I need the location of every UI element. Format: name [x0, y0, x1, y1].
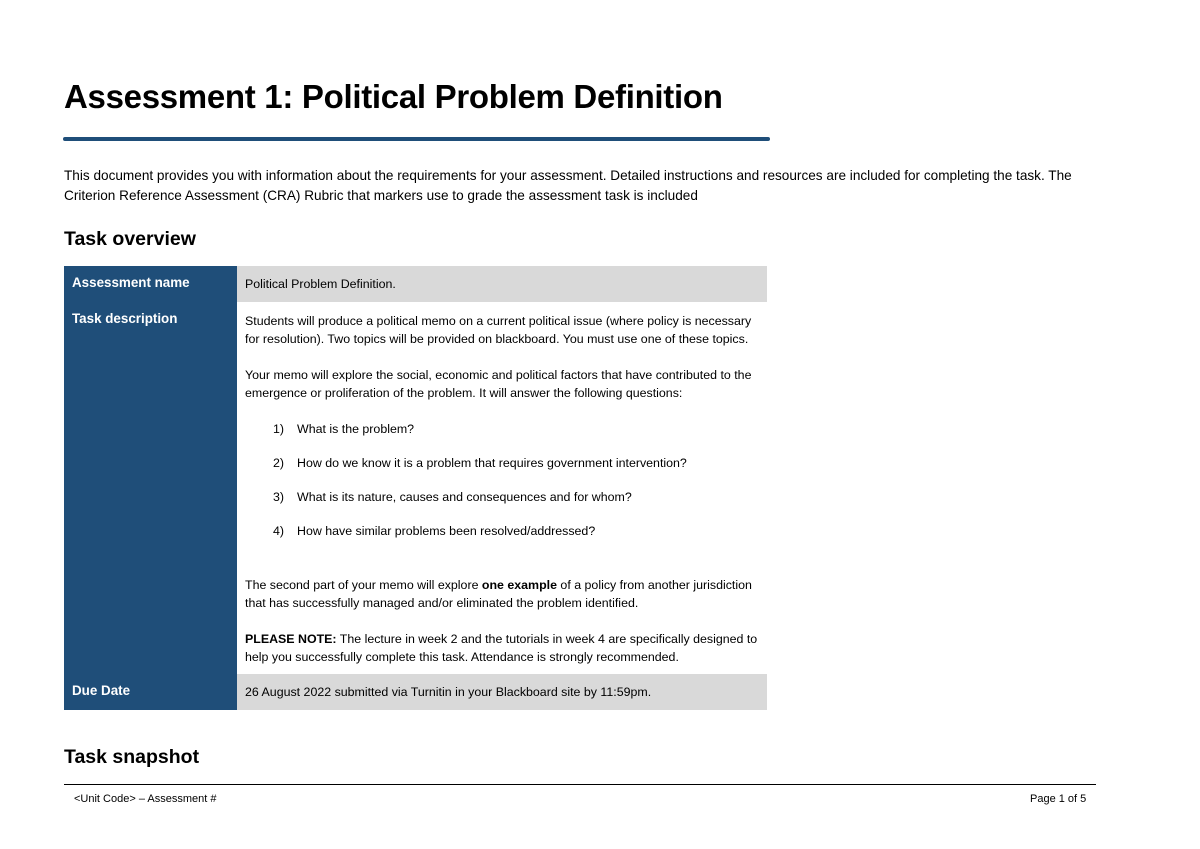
footer-unit-code: <Unit Code> – Assessment # [74, 793, 217, 805]
task-description-paragraph-2: Your memo will explore the social, economic and political factors that have contributed to the emergence or proliferation of the problem. It will answer the following questions: [245, 368, 752, 400]
footer-divider [64, 784, 1096, 785]
assessment-name-value: Political Problem Definition. [237, 266, 767, 302]
assessment-name-row [64, 266, 767, 302]
question-list [245, 420, 759, 540]
task-overview-heading: Task overview [64, 228, 196, 250]
list-item: 4) How have similar problems been resolved/addressed? [273, 524, 596, 538]
task-snapshot-heading: Task snapshot [64, 746, 200, 768]
task-description-value [237, 302, 767, 674]
task-description-row [64, 302, 767, 674]
task-description-paragraph-3: The second part of your memo will explore one example of a policy from another jurisdiction that has successfully managed and/or eliminated the problem identified. [245, 578, 752, 610]
title-underline [63, 137, 770, 141]
list-item: 3) What is its nature, causes and consequences and for whom? [273, 490, 632, 504]
assessment-name-label: Assessment name [64, 266, 237, 302]
task-description-paragraph-1: Students will produce a political memo on a current political issue (where policy is necessary for resolution). Two topics will be provided on blackboard. You must use one of these topics. [245, 314, 752, 346]
due-date-row [64, 674, 767, 710]
task-overview-table [64, 266, 767, 710]
list-item: 2) How do we know it is a problem that requires government intervention? [273, 456, 687, 470]
due-date-value: 26 August 2022 submitted via Turnitin in your Blackboard site by 11:59pm. [237, 674, 767, 710]
document-title: Assessment 1: Political Problem Definition [64, 78, 723, 115]
footer-page-number: Page 1 of 5 [1030, 793, 1087, 805]
intro-paragraph: This document provides you with information about the requirements for your assessment. Detailed instructions and resources are included for completing the task. The Criterion Reference Assessment (CRA) Rubric that markers use to grade the assessment task is included [64, 168, 1072, 203]
task-description-label: Task description [64, 302, 237, 674]
list-item: 1) What is the problem? [273, 422, 415, 436]
please-note-paragraph: PLEASE NOTE: The lecture in week 2 and the tutorials in week 4 are specifically designed to help you successfully complete this task. Attendance is strongly recommended. [245, 632, 758, 664]
due-date-label: Due Date [64, 674, 237, 710]
